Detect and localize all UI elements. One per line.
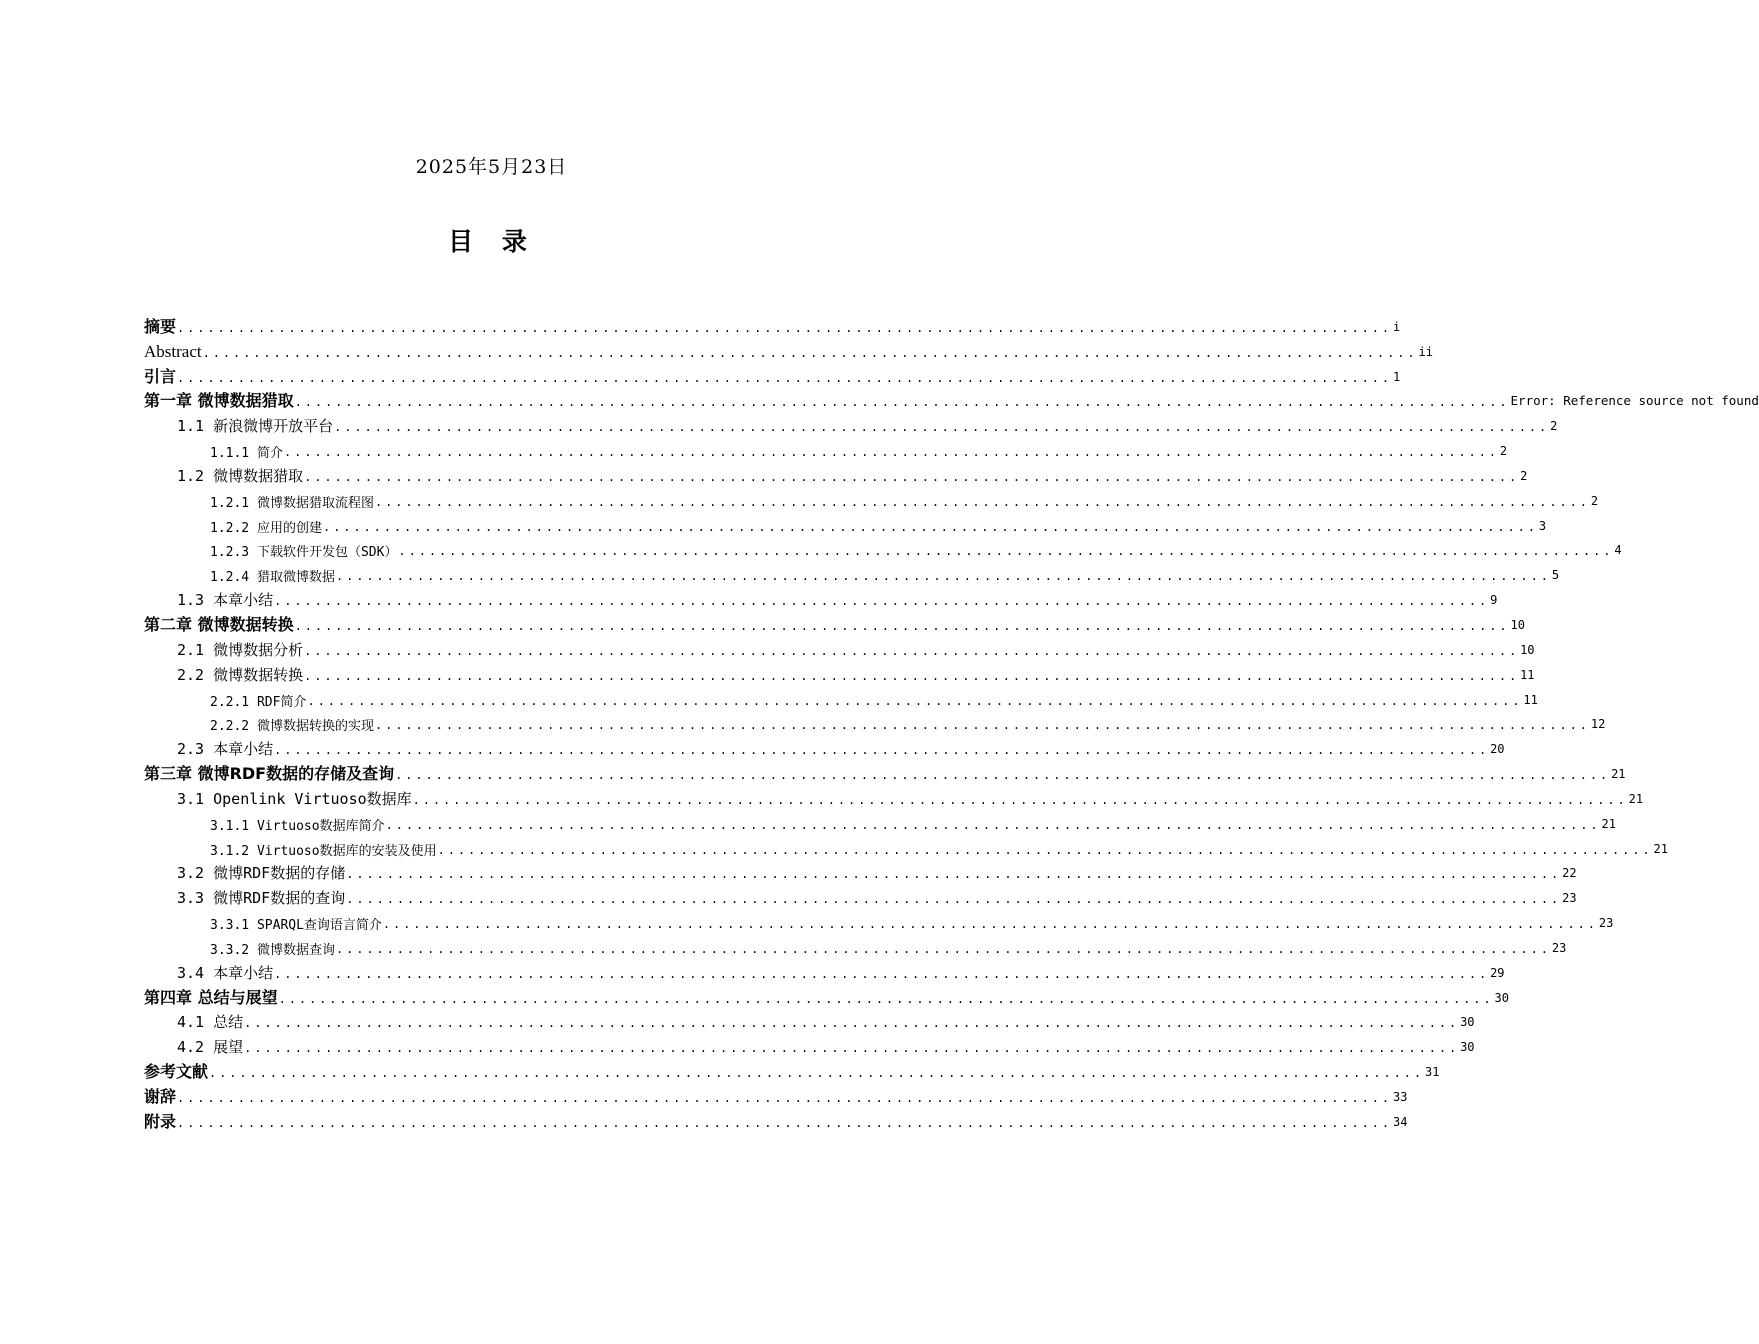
toc-dot-leader: ........................................................................................................................ [304, 469, 1520, 484]
toc-dot-leader: ........................................................................................................................ [177, 370, 1392, 385]
toc-entry[interactable] [144, 859, 1577, 884]
toc-dot-leader: ........................................................................................................................ [334, 420, 1550, 435]
toc-entry[interactable] [144, 411, 1558, 436]
toc-entry-label: 3.1 Openlink Virtuoso数据库 [177, 789, 412, 808]
toc-entry-label: 第四章 总结与展望 [144, 987, 278, 1007]
toc-dot-leader: ........................................................................................................................ [209, 1066, 1424, 1081]
toc-dot-leader: ........................................................................................................................ [177, 320, 1392, 335]
toc-entry-page: 33 [1392, 1090, 1408, 1104]
toc-entry-label: 2.1 微博数据分析 [177, 640, 304, 659]
toc-entry[interactable] [144, 635, 1535, 660]
toc-entry-page: 21 [1653, 841, 1668, 856]
toc-dot-leader: ........................................................................................................................ [322, 519, 1538, 534]
toc-entry[interactable] [144, 759, 1626, 784]
toc-entry-page: 9 [1490, 593, 1498, 608]
toc-entry[interactable] [144, 809, 1616, 834]
toc-entry-label: 1.2.4 猎取微博数据 [210, 570, 335, 586]
toc-entry-page: 20 [1490, 742, 1505, 757]
toc-dot-leader: ........................................................................................................................ [278, 991, 1494, 1006]
toc-entry[interactable] [144, 610, 1525, 635]
toc-entry-page: 21 [1628, 791, 1644, 806]
toc-entry[interactable] [144, 834, 1668, 859]
toc-entry-label: 3.2 微博RDF数据的存储 [177, 864, 346, 883]
toc-dot-leader: ........................................................................................................................ [294, 395, 1510, 410]
document-date: 2025年5月23日 [415, 156, 568, 178]
toc-entry-page: 1 [1392, 369, 1401, 384]
toc-entry[interactable] [144, 883, 1577, 908]
toc-entry-label: 摘要 [144, 316, 177, 336]
toc-entry-page: 34 [1392, 1114, 1408, 1129]
toc-entry-label: 3.3 微博RDF数据的查询 [177, 889, 346, 908]
toc-dot-leader: ........................................................................................................................ [437, 842, 1653, 857]
toc-entry[interactable] [144, 710, 1606, 735]
toc-entry[interactable] [144, 387, 1759, 412]
toc-entry-label: 1.2.3 下载软件开发包（SDK） [210, 545, 398, 561]
toc-entry-label: 谢辞 [144, 1087, 177, 1106]
toc-entry[interactable] [144, 660, 1535, 685]
toc-entry-page: 30 [1494, 990, 1509, 1005]
toc-entry[interactable] [144, 362, 1401, 387]
toc-dot-leader: ........................................................................................................................ [274, 743, 1490, 758]
toc-dot-leader: ........................................................................................................................ [244, 1016, 1460, 1031]
toc-entry[interactable] [144, 1107, 1408, 1132]
toc-entry[interactable] [144, 983, 1509, 1008]
toc-dot-leader: ........................................................................................................................ [177, 1115, 1392, 1130]
toc-dot-leader: ........................................................................................................................ [294, 618, 1510, 633]
toc-entry-label: 4.1 总结 [177, 1013, 244, 1032]
toc-entry-label: Abstract [144, 341, 202, 361]
toc-entry[interactable] [144, 908, 1614, 934]
toc-entry-label: 引言 [144, 366, 177, 386]
toc-entry[interactable] [144, 1082, 1408, 1107]
toc-entry-label: 参考文献 [144, 1062, 209, 1082]
toc-entry-label: 第一章 微博数据猎取 [144, 391, 294, 411]
toc-entry-label: 第二章 微博数据转换 [144, 614, 294, 634]
toc-entry-page: 23 [1598, 916, 1614, 931]
toc-entry-page: 21 [1601, 816, 1616, 831]
toc-entry-page: 22 [1562, 866, 1577, 881]
toc-entry-page: 29 [1490, 965, 1505, 980]
toc-dot-leader: ........................................................................................................................ [177, 1091, 1392, 1105]
toc-dot-leader: ........................................................................................................................ [374, 494, 1590, 509]
toc-entry-page: 11 [1523, 692, 1538, 707]
toc-entry-label: 2.2 微博数据转换 [177, 665, 304, 684]
toc-entry-label: 1.2.1 微博数据猎取流程图 [210, 495, 374, 511]
toc-entry-page: 3 [1538, 518, 1547, 533]
toc-dot-leader: ........................................................................................................................ [346, 867, 1562, 882]
toc-entry-label: 3.3.1 SPARQL查询语言简介 [210, 918, 382, 934]
toc-entry-label: 2.2.1 RDF简介 [210, 694, 307, 710]
toc-entry-page: 2 [1520, 468, 1528, 483]
toc-entry-label: 1.2 微博数据猎取 [177, 466, 304, 485]
toc-dot-leader: ........................................................................................................................ [398, 544, 1614, 559]
toc-title: 目 录 [448, 227, 537, 256]
toc-entry[interactable] [144, 436, 1508, 462]
toc-entry[interactable] [144, 560, 1560, 586]
toc-entry[interactable] [144, 1057, 1440, 1082]
toc-dot-leader: ........................................................................................................................ [374, 718, 1590, 733]
toc-entry-page: 30 [1460, 1015, 1475, 1030]
toc-dot-leader: ........................................................................................................................ [304, 668, 1520, 683]
toc-entry-label: 1.2.2 应用的创建 [210, 520, 322, 536]
toc-dot-leader: ........................................................................................................................ [335, 569, 1551, 584]
toc-dot-leader: ........................................................................................................................ [395, 768, 1611, 783]
toc-dot-leader: ........................................................................................................................ [412, 792, 1628, 807]
toc-entry-page: 5 [1551, 568, 1560, 583]
toc-entry[interactable] [144, 958, 1505, 983]
toc-entry-label: 1.1.1 简介 [210, 446, 283, 462]
toc-entry-page: 23 [1551, 940, 1567, 955]
toc-dot-leader: ........................................................................................................................ [274, 966, 1490, 981]
toc-dot-leader: ........................................................................................................................ [335, 941, 1551, 956]
toc-entry[interactable] [144, 1008, 1475, 1033]
toc-entry-label: 1.3 本章小结 [177, 591, 274, 610]
toc-entry[interactable] [144, 461, 1528, 486]
toc-entry-label: 4.2 展望 [177, 1038, 244, 1057]
toc-entry-label: 3.3.2 微博数据查询 [210, 942, 335, 958]
toc-entry[interactable] [144, 312, 1401, 337]
toc-dot-leader: ........................................................................................................................ [274, 594, 1490, 609]
toc-entry-label: 1.1 新浪微博开放平台 [177, 417, 334, 436]
toc-entry-page: 11 [1520, 667, 1535, 682]
toc-entry[interactable] [144, 734, 1505, 759]
toc-entry-page: 12 [1590, 717, 1606, 732]
toc-entry-page: 23 [1562, 891, 1577, 906]
toc-entry-label: 附录 [144, 1111, 177, 1131]
toc-entry[interactable] [144, 337, 1433, 362]
toc-entry-label: 第三章 微博RDF数据的存储及查询 [144, 764, 395, 784]
toc-entry[interactable] [144, 486, 1599, 511]
toc-dot-leader: ........................................................................................................................ [202, 345, 1418, 360]
toc-dot-leader: ........................................................................................................................ [385, 817, 1601, 832]
toc-entry-page: 2 [1550, 419, 1558, 434]
toc-entry-page: 10 [1520, 642, 1535, 657]
toc-dot-leader: ........................................................................................................................ [346, 892, 1562, 907]
toc-entry-label: 3.1.1 Virtuoso数据库简介 [210, 818, 385, 834]
toc-entry[interactable] [144, 536, 1622, 561]
toc-entry-page: Error: Reference source not found [1510, 393, 1759, 409]
toc-entry-page: 2 [1590, 493, 1599, 508]
toc-entry-page: 30 [1460, 1040, 1475, 1055]
toc-dot-leader: ........................................................................................................................ [244, 1041, 1460, 1056]
toc-entry-page: 31 [1424, 1065, 1440, 1080]
toc-entry[interactable] [144, 1032, 1475, 1057]
toc-entry-label: 2.3 本章小结 [177, 740, 274, 759]
toc-entry[interactable] [144, 784, 1644, 809]
toc-dot-leader: ........................................................................................................................ [382, 917, 1598, 932]
toc-entry-label: 2.2.2 微博数据转换的实现 [210, 719, 374, 735]
toc-entry[interactable] [144, 685, 1538, 710]
toc-entry-page: ii [1418, 344, 1433, 359]
toc-entry-page: 2 [1499, 444, 1508, 459]
toc-entry-page: 21 [1611, 767, 1626, 782]
toc-entry[interactable] [144, 511, 1547, 536]
toc-dot-leader: ........................................................................................................................ [283, 445, 1499, 460]
toc-entry[interactable] [144, 585, 1498, 610]
toc-entry[interactable] [144, 933, 1567, 958]
toc-entry-label: 3.1.2 Virtuoso数据库的安装及使用 [210, 843, 437, 859]
toc-dot-leader: ........................................................................................................................ [304, 643, 1520, 658]
toc-entry-page: i [1392, 319, 1401, 334]
toc-entry-page: 4 [1614, 543, 1622, 558]
table-of-contents [144, 312, 1759, 1132]
toc-dot-leader: ........................................................................................................................ [307, 693, 1523, 708]
toc-entry-label: 3.4 本章小结 [177, 963, 274, 982]
toc-entry-page: 10 [1510, 617, 1525, 632]
